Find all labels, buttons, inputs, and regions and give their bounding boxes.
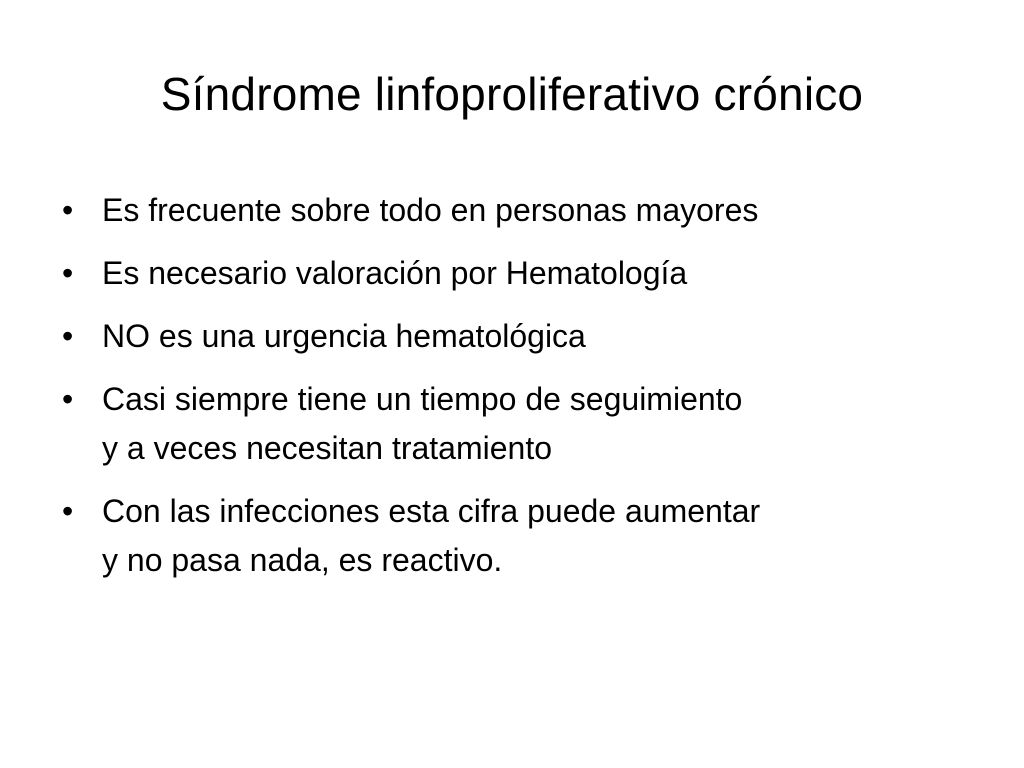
- bullet-text: Casi siempre tiene un tiempo de seguimiento y a veces necesitan tratamiento: [102, 381, 743, 466]
- bullet-icon: •: [62, 192, 74, 228]
- bullet-text: Es frecuente sobre todo en personas mayores: [102, 192, 759, 228]
- bullet-text: NO es una urgencia hematológica: [102, 318, 586, 354]
- bullet-list: [62, 186, 962, 599]
- bullet-item: [62, 249, 962, 298]
- bullet-icon: •: [62, 381, 74, 417]
- bullet-item: [62, 186, 962, 235]
- bullet-icon: •: [62, 493, 74, 529]
- slide-title: Síndrome linfoproliferativo crónico: [160, 68, 864, 120]
- bullet-text: Con las infecciones esta cifra puede aumentar y no pasa nada, es reactivo.: [102, 493, 761, 578]
- bullet-text: Es necesario valoración por Hematología: [102, 255, 688, 291]
- bullet-icon: •: [62, 255, 74, 291]
- bullet-icon: •: [62, 318, 74, 354]
- bullet-item: [62, 312, 962, 361]
- bullet-item: [62, 375, 962, 473]
- bullet-item: [62, 487, 962, 585]
